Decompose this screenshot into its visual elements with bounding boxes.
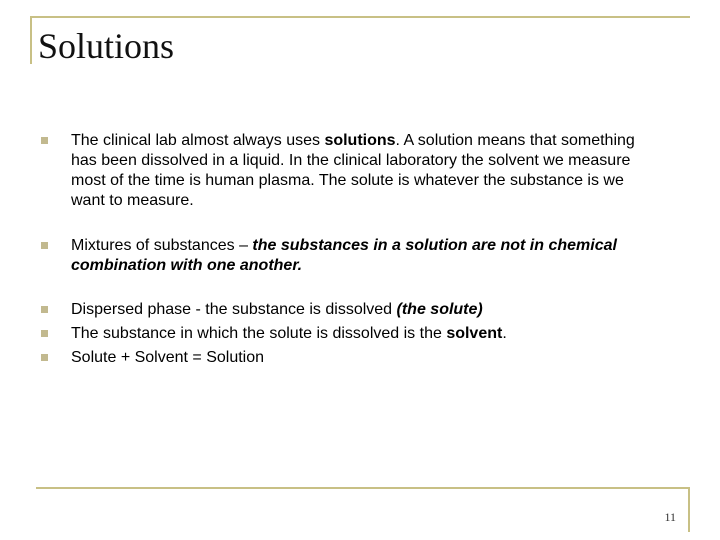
bullet-text: Mixtures of substances – the substances in a solution are not in chemical combination with one another. [71,237,617,274]
square-bullet-icon [41,306,48,313]
bullet-text: The clinical lab almost always uses solutions. A solution means that something has been dissolved in a liquid. In the clinical laboratory the solvent we measure most of the time is human plasma. The solute is whatever the substance is we want to measure. [71,132,635,209]
page-number: 11 [664,510,676,524]
square-bullet-icon [41,354,48,361]
bullet-item-2 [40,236,640,276]
bullet-item-4 [40,324,640,344]
bullet-list [40,131,640,368]
bullet-text: The substance in which the solute is dissolved is the solvent. [71,325,507,342]
bullet-item-5 [40,348,640,368]
square-bullet-icon [41,137,48,144]
frame-top-line [30,16,690,18]
frame-bottom-line [36,487,690,489]
slide-title: Solutions [38,26,175,66]
frame-left-line [30,16,32,64]
bullet-item-1 [40,131,640,211]
frame-right-line [688,487,690,532]
bullet-text: Solute + Solvent = Solution [71,349,265,366]
square-bullet-icon [41,330,48,337]
square-bullet-icon [41,242,48,249]
bullet-item-3 [40,300,640,320]
bullet-text: Dispersed phase - the substance is dissolved (the solute) [71,301,483,318]
